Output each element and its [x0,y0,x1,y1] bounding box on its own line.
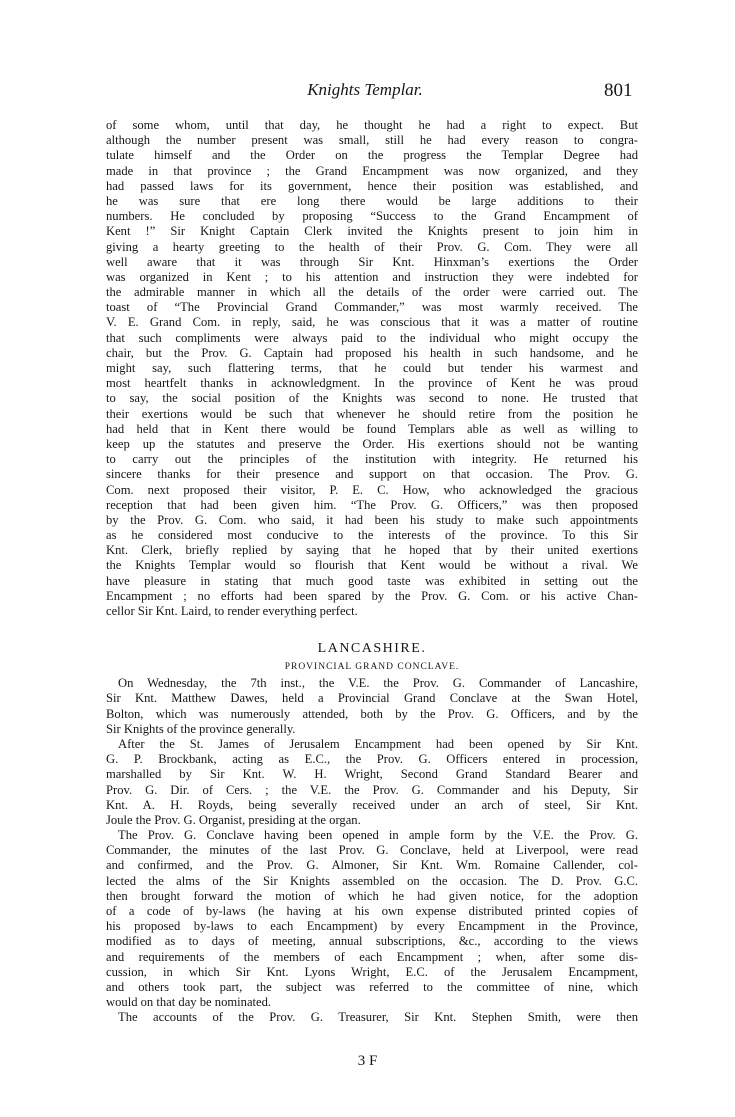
text-line: made in that province ; the Grand Encampment was now organized, and they [106,163,638,178]
text-line: On Wednesday, the 7th inst., the V.E. the Prov. G. Commander of Lancashire, [118,676,638,691]
text-line: his proposed by-laws to each Encampment) by every Encampment in the Province, [106,919,638,934]
text-line: Joule the Prov. G. Organist, presiding at the organ. [106,812,361,827]
text-line: giving a hearty greeting to the health of their Prov. G. Com. They were all [106,239,638,254]
text-line: of some whom, until that day, he thought he had a right to expect. But [106,118,638,132]
text-line: reception that had been given him. “The Prov. G. Officers,” was then proposed [106,497,638,512]
text-line: V. E. Grand Com. in reply, said, he was conscious that it was a matter of routine [106,315,638,330]
text-line: and others took part, the subject was referred to the committee of nine, which [106,979,638,994]
paragraph [106,1010,638,1025]
text-line: cussion, in which Sir Knt. Lyons Wright, E.C. of the Jerusalem Encampment, [106,964,638,979]
text-line: have pleasure in stating that much good taste was exhibited in setting out the [106,573,638,588]
text-line: as he considered most conducive to the interests of the province. To this Sir [106,528,638,543]
text-line: had held that in Kent there would be found Templars able as well as willing to [106,421,638,436]
paragraph [106,676,638,737]
text-line: Kent !” Sir Knight Captain Clerk invited the Knights present to join him in [106,224,638,239]
text-line: the Knights Templar would so flourish that Kent would be without a rival. We [106,558,638,573]
text-line: to say, the social position of the Knights was second to none. He trusted that [106,391,638,406]
text-line: chair, but the Prov. G. Captain had proposed his health in such handsome, and he [106,345,638,360]
text-line: cellor Sir Knt. Laird, to render everything perfect. [106,604,358,618]
text-line: The accounts of the Prov. G. Treasurer, Sir Knt. Stephen Smith, were then [118,1010,638,1025]
text-line: of a code of by-laws (he having at his own expense distributed printed copies of [106,904,638,918]
text-line: Knt. A. H. Royds, being severally received under an arch of steel, Sir Knt. [106,797,638,812]
text-line: tulate himself and the Order on the progress the Templar Degree had [106,148,638,163]
text-line: might say, such flattering terms, that he could but tender his warmest and [106,361,638,375]
text-line: had passed laws for its government, hence their position was established, and [106,178,638,193]
paragraph [106,118,638,619]
text-line: Commander, the minutes of the last Prov. G. Conclave, held at Liverpool, were read [106,843,638,858]
page-header [0,80,735,104]
text-line: modified as to days of meeting, annual subscriptions, &c., according to the views [106,934,638,949]
text-line: numbers. He concluded by proposing “Success to the Grand Encampment of [106,209,638,224]
text-line: Sir Knights of the province generally. [106,721,296,736]
text-line: the admirable manner in which all the details of the order were carried out. The [106,285,638,300]
section-spacer [106,619,638,639]
text-line: to carry out the principles of the institution with integrity. He returned his [106,452,638,467]
text-line: would on that day be nominated. [106,995,272,1010]
text-line: their exertions would be such that whenever he should retire from the position he [106,406,638,421]
text-line: sincere thanks for their presence and support on that occasion. The Prov. G. [106,467,638,482]
section-subtitle: PROVINCIAL GRAND CONCLAVE. [284,662,460,673]
text-line: lected the alms of the Sir Knights assembled on the occasion. The D. Prov. G.C. [106,873,638,888]
text-line: G. P. Brockbank, acting as E.C., the Prov. G. Officers entered in procession, [106,752,638,767]
text-line: Com. next proposed their visitor, P. E. C. How, who acknowledged the gracious [106,482,638,497]
signature-mark: 3 F [357,1053,378,1069]
body-text [106,118,638,1026]
text-line: Knt. Clerk, briefly replied by saying that he hoped that by their united exertions [106,543,638,558]
text-line: although the number present was small, still he had every reason to congra- [106,133,638,148]
text-line: Bolton, which was numerously attended, both by the Prov. G. Officers, and by the [106,706,638,721]
text-line: and confirmed, and the Prov. G. Almoner, Sir Knt. Wm. Romaine Callender, col- [106,858,638,873]
text-line: toast of “The Provincial Grand Commander,” was most warmly received. The [106,300,638,315]
text-line: Sir Knt. Matthew Dawes, held a Provincial Grand Conclave at the Swan Hotel, [106,691,638,706]
page-number: 801 [604,80,633,101]
text-line: marshalled by Sir Knt. W. H. Wright, Second Grand Standard Bearer and [106,767,638,782]
paragraph [106,828,638,1010]
text-line: Encampment ; no efforts had been spared by the Prov. G. Com. or his active Chan- [106,588,638,603]
text-line: then brought forward the motion of which he had given notice, for the adoption [106,888,638,903]
text-line: and requirements of the members of each Encampment ; when, after some dis- [106,949,638,964]
text-line: Prov. G. Dir. of Cers. ; the V.E. the Prov. G. Commander and his Deputy, Sir [106,782,638,797]
text-line: that such compliments were always paid to the individual who might occupy the [106,330,638,345]
section-title: LANCASHIRE. [317,641,427,657]
text-line: The Prov. G. Conclave having been opened in ample form by the V.E. the Prov. G. [118,828,638,843]
text-line: by the Prov. G. Com. who said, it had been his study to make such appointments [106,512,638,527]
text-line: After the St. James of Jerusalem Encampment had been opened by Sir Knt. [118,736,638,751]
text-line: well aware that it was through Sir Knt. Hinxman’s exertions the Order [106,254,638,269]
text-line: he was sure that ere long there would be large additions to their [106,193,638,208]
paragraph [106,737,638,828]
text-line: keep up the statutes and preserve the Order. His exertions should not be wanting [106,436,638,451]
text-line: was organized in Kent ; to his attention and instruction they were indebted for [106,269,638,284]
text-line: most heartfelt thanks in acknowledgment. In the province of Kent he was proud [106,376,638,391]
running-title: Knights Templar. [307,80,423,99]
